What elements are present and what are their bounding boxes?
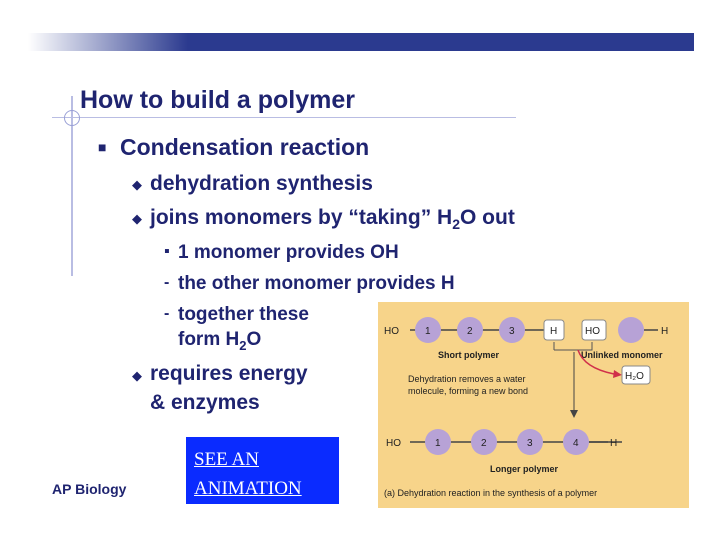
dash-bullet-icon: ▪ — [164, 243, 170, 260]
diamond-bullet-icon: ◆ — [132, 211, 142, 226]
bullet-monomer-oh: 1 monomer provides OH — [178, 242, 399, 263]
bottom-h-label: H — [610, 438, 618, 449]
subscript-2: 2 — [452, 216, 461, 233]
unlinked-h-label: H — [661, 326, 669, 337]
diamond-bullet-icon: ◆ — [132, 177, 142, 192]
bullet-joins-monomers — [150, 206, 515, 232]
bullet-monomer-h: the other monomer provides H — [178, 273, 455, 294]
unlinked-monomer-label: Unlinked monomer — [581, 350, 663, 360]
top-accent-fade — [28, 33, 188, 51]
title-horizontal-rule — [52, 117, 516, 118]
bullet-dehydration: dehydration synthesis — [150, 172, 373, 195]
form-suffix: O — [246, 329, 262, 350]
monomer-number: 2 — [481, 438, 487, 449]
slide-title: How to build a polymer — [80, 86, 356, 114]
bullet-together-line2 — [178, 329, 261, 353]
link-line2[interactable]: ANIMATION — [194, 478, 302, 499]
monomer-number: 3 — [527, 438, 533, 449]
subscript-2: 2 — [239, 337, 247, 353]
joins-text: joins monomers by “taking” H — [150, 206, 453, 229]
longer-polymer-label: Longer polymer — [490, 464, 559, 474]
dehydration-text-line2: molecule, forming a new bond — [408, 386, 529, 396]
monomer-number: 1 — [425, 326, 431, 337]
monomer-number: 1 — [435, 438, 441, 449]
bond-bracket — [554, 342, 592, 350]
link-line1[interactable]: SEE AN — [194, 449, 259, 470]
water-arrow-head — [613, 370, 622, 378]
dehydration-text-line1: Dehydration removes a water — [408, 374, 526, 384]
dehydration-diagram — [378, 302, 689, 508]
see-animation-link[interactable] — [186, 437, 339, 504]
figure-caption: (a) Dehydration reaction in the synthesis of a polymer — [384, 488, 598, 498]
dehydration-figure — [378, 302, 689, 508]
down-arrow-head — [570, 410, 578, 418]
unlinked-ho-label: HO — [585, 326, 600, 337]
monomer-number: 3 — [509, 326, 515, 337]
monomer-number: 4 — [573, 438, 579, 449]
dash-bullet-icon: ‑ — [164, 305, 170, 322]
top-ho-label: HO — [384, 326, 399, 337]
bottom-ho-label: HO — [386, 438, 401, 449]
square-bullet-icon: ■ — [98, 139, 107, 155]
diamond-bullet-icon: ◆ — [132, 368, 142, 383]
unlinked-monomer-circle — [618, 317, 644, 343]
bullet-enzymes: & enzymes — [150, 391, 260, 414]
form-text: form H — [178, 329, 240, 350]
dash-bullet-icon: ‑ — [164, 274, 170, 291]
slide-footer: AP Biology — [52, 481, 127, 497]
bullet-requires-energy: requires energy — [150, 362, 308, 385]
water-label: H₂O — [625, 371, 644, 382]
joins-suffix: O out — [460, 206, 515, 229]
bullet-together-line1: together these — [178, 304, 309, 325]
short-polymer-label: Short polymer — [438, 350, 500, 360]
monomer-number: 2 — [467, 326, 473, 337]
top-h-label: H — [550, 326, 558, 337]
bullet-condensation: Condensation reaction — [120, 134, 370, 160]
title-crosshair — [64, 110, 80, 126]
